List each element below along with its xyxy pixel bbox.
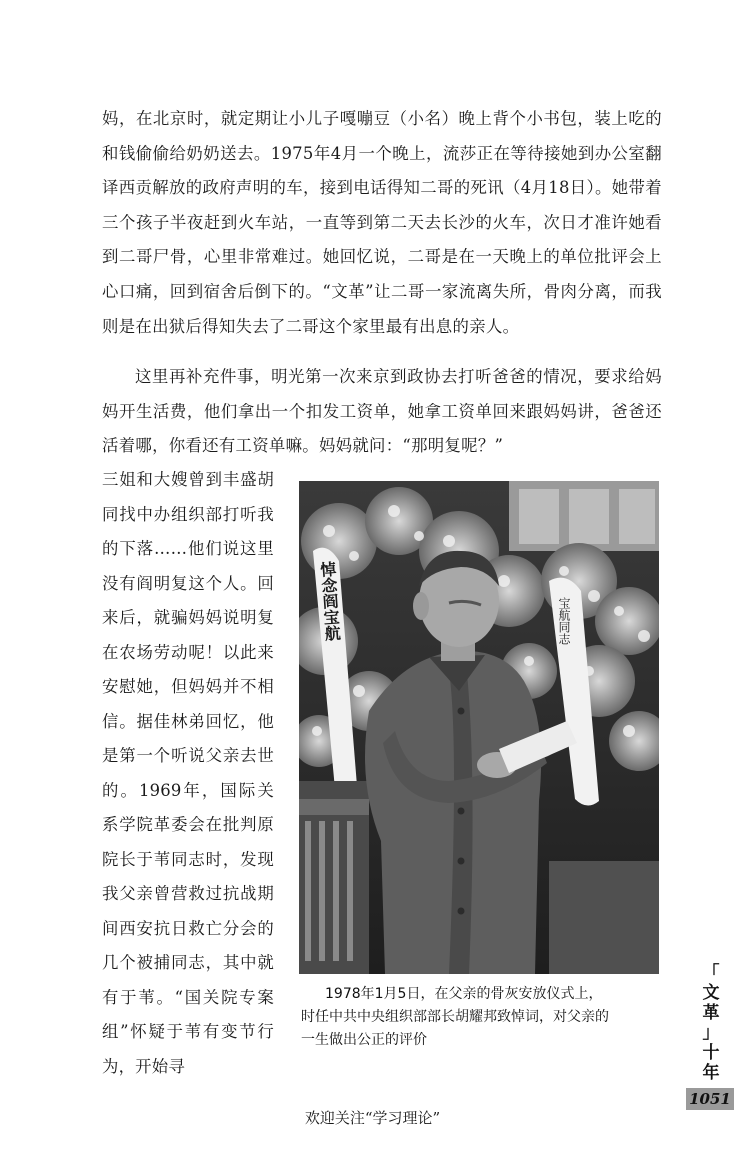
side-tab-char-5: 十 bbox=[702, 1043, 720, 1063]
memorial-photo bbox=[299, 481, 659, 974]
side-column-text: 三姐和大嫂曾到丰盛胡同找中办组织部打听我的下落……他们说这里没有阎明复这个人。回来后，就骗妈妈说明复在农场劳动呢！以此来安慰她，但妈妈并不相信。据佳林弟回忆，他是第一个听说父亲去世的。1969年，国际关系学院革委会在批判原院长于苇同志时，发现我父亲曾营救过抗战期间西安抗日救亡分会的几个被捕同志，其中就有于苇。“国关院专案组”怀疑于苇有变节行为，开始寻 bbox=[102, 470, 274, 1076]
side-tab-char-4: 」 bbox=[702, 1023, 720, 1043]
body-paragraph-2: 这里再补充件事，明光第一次来京到政协去打听爸爸的情况，要求给妈妈开生活费，他们拿出一个扣发工资单，她拿工资单回来跟妈妈讲，爸爸还活着哪，你看还有工资单嘛。妈妈就问：“那明复呢？” bbox=[102, 367, 662, 456]
caption-line-1: 1978年1月5日，在父亲的骨灰安放仪式上， bbox=[325, 986, 603, 1002]
photo-caption bbox=[301, 983, 671, 1052]
ribbon-left-text: 悼念阎宝航 bbox=[317, 560, 342, 642]
ribbon-right-text: 宝航同志 bbox=[557, 597, 571, 645]
chapter-side-tab bbox=[700, 963, 722, 1083]
side-tab-char-2: 文 bbox=[702, 983, 720, 1003]
side-tab-char-1: 「 bbox=[702, 963, 720, 983]
side-tab-char-3: 革 bbox=[702, 1003, 720, 1023]
page-number: 1051 bbox=[686, 1088, 734, 1110]
body-paragraph-1: 妈，在北京时，就定期让小儿子嘎嘣豆（小名）晚上背个小书包，装上吃的和钱偷偷给奶奶送去。1975年4月一个晚上，流莎正在等待接她到办公室翻译西贡解放的政府声明的车，接到电话得知二哥的死讯（4月18日）。她带着三个孩子半夜赶到火车站，一直等到第二天去长沙的火车，次日才准许她看到二哥尸骨，心里非常难过。她回忆说，二哥是在一天晚上的单位批评会上心口痛，回到宿舍后倒下的。“文革”让二哥一家流离失所，骨肉分离，而我则是在出狱后得知失去了二哥这个家里最有出息的亲人。 bbox=[102, 109, 662, 336]
footer-text: 欢迎关注“学习理论” bbox=[304, 1109, 441, 1127]
memorial-photo-illustration bbox=[299, 481, 659, 974]
caption-line-3: 一生做出公正的评价 bbox=[301, 1032, 427, 1048]
side-tab-char-6: 年 bbox=[702, 1063, 720, 1083]
caption-line-2: 时任中共中央组织部部长胡耀邦致悼词，对父亲的 bbox=[301, 1009, 609, 1025]
